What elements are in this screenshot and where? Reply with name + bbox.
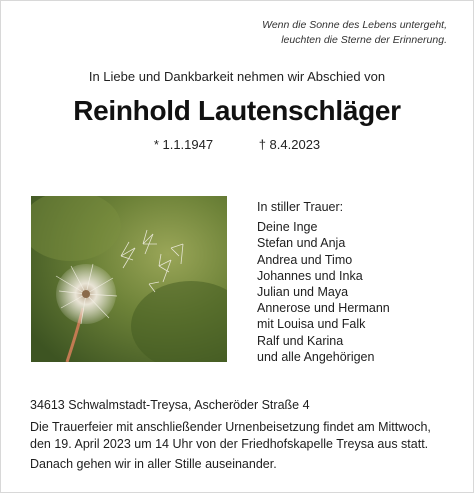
mourners-list	[257, 219, 390, 365]
mourner-item: Andrea und Timo	[257, 252, 353, 267]
mourner-item: und alle Angehörigen	[257, 349, 375, 364]
birth-date: * 1.1.1947	[153, 137, 214, 152]
mourner-item: Stefan und Anja	[257, 236, 346, 251]
life-dates	[1, 137, 473, 152]
address-text: 34613 Schwalmstadt-Treysa, Ascheröder Straße 4	[30, 398, 310, 412]
dandelion-icon	[31, 196, 227, 362]
closing-text: Danach gehen wir in aller Stille auseinander.	[30, 457, 277, 471]
deceased-name: Reinhold Lautenschläger	[73, 95, 401, 126]
mourner-item: Johannes und Inka	[257, 268, 363, 283]
death-date: † 8.4.2023	[258, 137, 321, 152]
motto-quote	[217, 18, 447, 48]
mourner-item: Ralf und Karina	[257, 333, 344, 348]
ceremony-text	[30, 419, 460, 453]
mourner-item: Deine Inge	[257, 220, 318, 235]
mourners-block	[257, 199, 390, 365]
mourner-item: Annerose und Hermann	[257, 301, 390, 316]
ceremony-line-1: Die Trauerfeier mit anschließender Urnenbeisetzung findet am Mittwoch,	[30, 420, 431, 434]
mourner-item: mit Louisa und Falk	[257, 317, 366, 332]
intro-text: In Liebe und Dankbarkeit nehmen wir Abschied von	[88, 69, 386, 84]
ceremony-line-2: den 19. April 2023 um 14 Uhr von der Friedhofskapelle Treysa aus statt.	[30, 437, 429, 451]
motto-line-2: leuchten die Sterne der Erinnerung.	[281, 34, 447, 46]
motto-line-1: Wenn die Sonne des Lebens untergeht,	[262, 19, 447, 31]
mourners-heading: In stiller Trauer:	[257, 200, 344, 214]
dandelion-photo	[31, 196, 227, 362]
mourner-item: Julian und Maya	[257, 285, 349, 300]
